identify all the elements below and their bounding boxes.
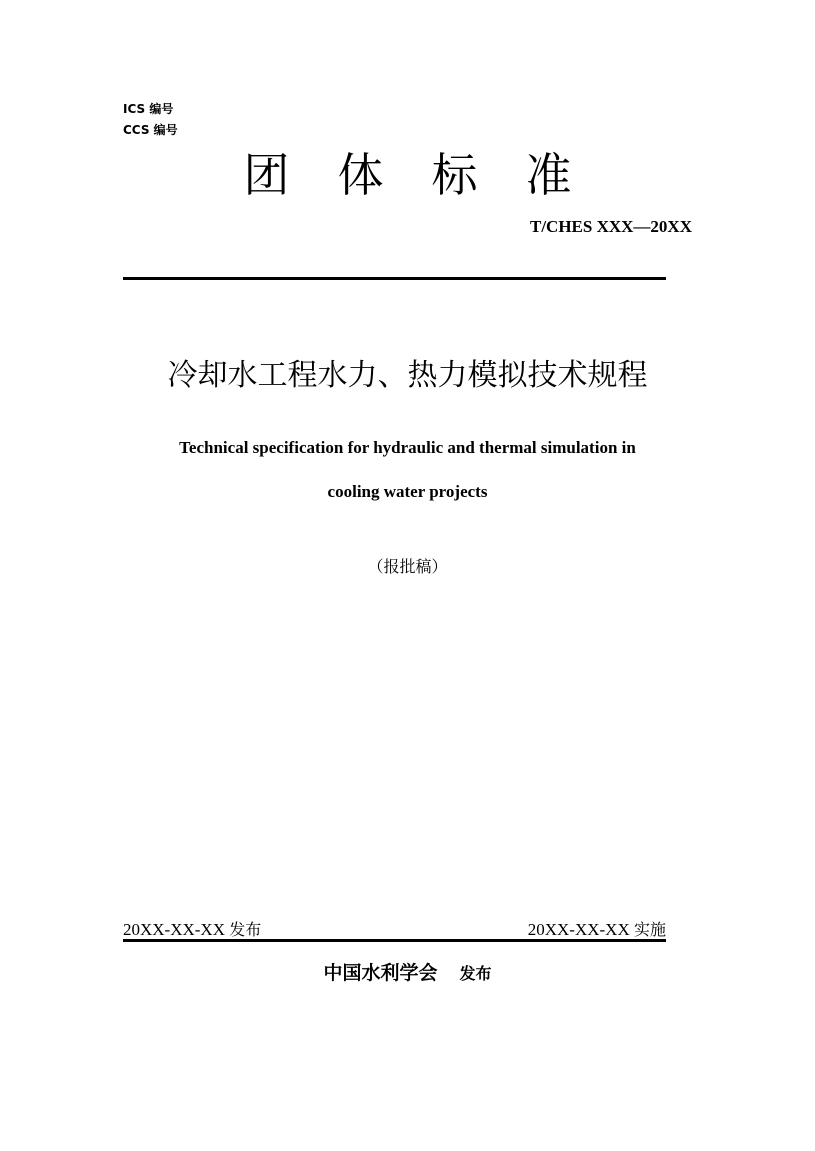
document-title-chinese: 冷却水工程水力、热力模拟技术规程 [167,358,648,393]
ics-code-label: ICS 编号 [123,102,174,116]
publisher-line [0,958,815,989]
publisher-organization: 中国水利学会 [323,962,438,984]
group-standard-heading: 团体标准 [243,148,620,202]
publish-date: 20XX-XX-XX [123,920,225,939]
english-title-line-2: cooling water projects [327,482,488,501]
standard-number: T/CHES XXX—20XX [530,217,692,236]
implement-date: 20XX-XX-XX [527,920,630,939]
bottom-divider [123,939,666,942]
ccs-code-label: CCS 编号 [123,123,178,137]
draft-status: （报批稿） [367,557,448,576]
implement-label: 实施 [633,920,666,939]
document-title-english [120,426,695,514]
top-divider [123,277,666,280]
publisher-action: 发布 [459,964,492,983]
english-title-line-1: Technical specification for hydraulic and thermal simulation in [179,438,636,457]
publish-label: 发布 [229,920,262,939]
